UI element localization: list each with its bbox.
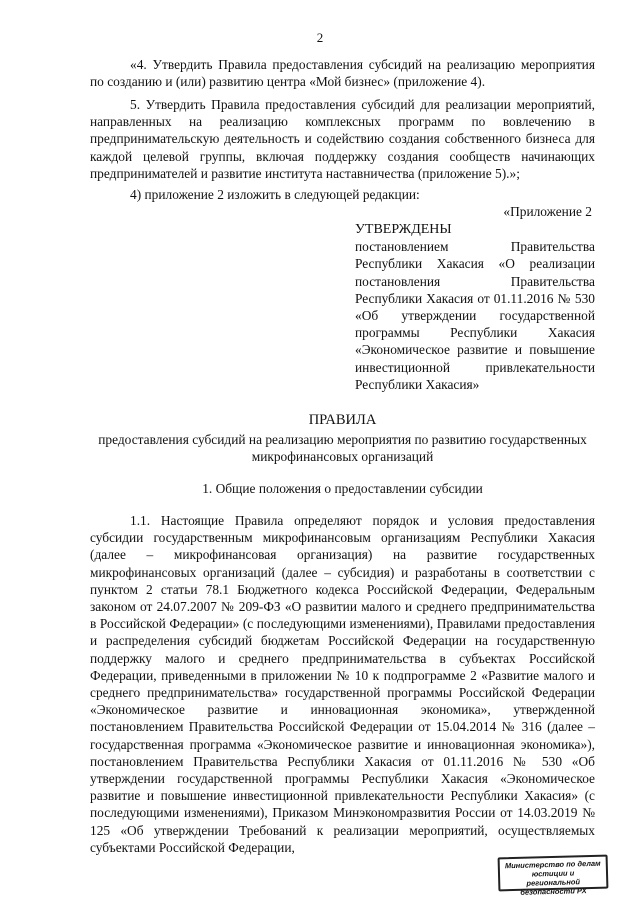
item-4-text: 4) приложение 2 изложить в следующей редакции: — [130, 187, 420, 202]
approval-text: постановлением Правительства Республики Хакасия «О реализации постановления Правительства Республики Хакасия от 01.11.2016 № 530 «Об утверждении государственной программы Республики Хакасия «Экономическое развитие и повышение инвестиционной привлекательности Республики Хакасия» — [355, 239, 595, 392]
page-number: 2 — [316, 30, 324, 45]
paragraph-1-1 — [90, 512, 595, 856]
paragraph-4 — [90, 56, 595, 90]
paragraph-1-1-text: 1.1. Настоящие Правила определяют порядок и условия предоставления субсидии государственным микрофинансовым организациям Республики Хакасия (далее – микрофинансовая организация) на развитие государственных микрофинансовых организаций (далее – субсидия) и разработаны в соответствии с пунктом 2 статьи 78.1 Бюджетного кодекса Российской Федерации, Федеральным законом от 24.07.2007 № 209-ФЗ «О развитии малого и среднего предпринимательства в Российской Федерации» (с последующими изменениями), Правилами предоставления и распределения субсидий бюджетам Российской Федерации на государственную поддержку малого и среднего предпринимательства в субъектах Российской Федерации, приведенными в приложении № 10 к подпрограмме 2 «Развитие малого и среднего предпринимательства» государственной программы Российской Федерации «Экономическое развитие и инновационная экономика», утвержденной постановлением Правительства Российской Федерации от 15.04.2014 № 316 (далее – государственная программа «Экономическое развитие и инновационная экономика»), постановлением Правительства Республики Хакасия от 01.11.2016 № 530 «Об утверждении государственной программы Республики Хакасия «Экономическое развитие и повышение инвестиционной привлекательности Республики Хакасия» (с последующими изменениями), Приказом Минэкономразвития России от 14.03.2019 № 125 «Об утверждении Требований к реализации мероприятий, осуществляемых субъектами Российской Федерации, — [90, 513, 595, 855]
rules-heading: ПРАВИЛА — [308, 412, 377, 428]
item-4 — [90, 186, 595, 203]
paragraph-5-text: 5. Утвердить Правила предоставления субсидий для реализации мероприятий, направленных на реализацию комплексных программ по вовлечению в предпринимательскую деятельность и содействию создания собственного бизнеса для каждой целевой группы, включая поддержку создания сообществ начинающих предпринимателей и развитие института наставничества (приложение 5).»; — [90, 97, 595, 181]
stamp-line-3: безопасности РХ — [520, 886, 587, 897]
approval-heading: УТВЕРЖДЕНЫ — [355, 222, 452, 237]
stamp-line-1: Министерство по делам — [504, 858, 601, 871]
rules-subtitle: предоставления субсидий на реализацию мероприятия по развитию государственных микрофинансовых организаций — [98, 432, 587, 465]
section-1-heading: 1. Общие положения о предоставлении субсидии — [202, 481, 483, 496]
paragraph-4-text: «4. Утвердить Правила предоставления субсидий на реализацию мероприятия по созданию и (или) развитию центра «Мой бизнес» (приложение 4). — [90, 57, 595, 90]
paragraph-5 — [90, 96, 595, 182]
stamp-line-2: юстиции и региональной — [526, 868, 581, 888]
ministry-stamp — [498, 855, 609, 897]
rules-title — [90, 412, 595, 466]
approval-block — [355, 221, 595, 393]
appendix-label: «Приложение 2 — [503, 204, 592, 219]
